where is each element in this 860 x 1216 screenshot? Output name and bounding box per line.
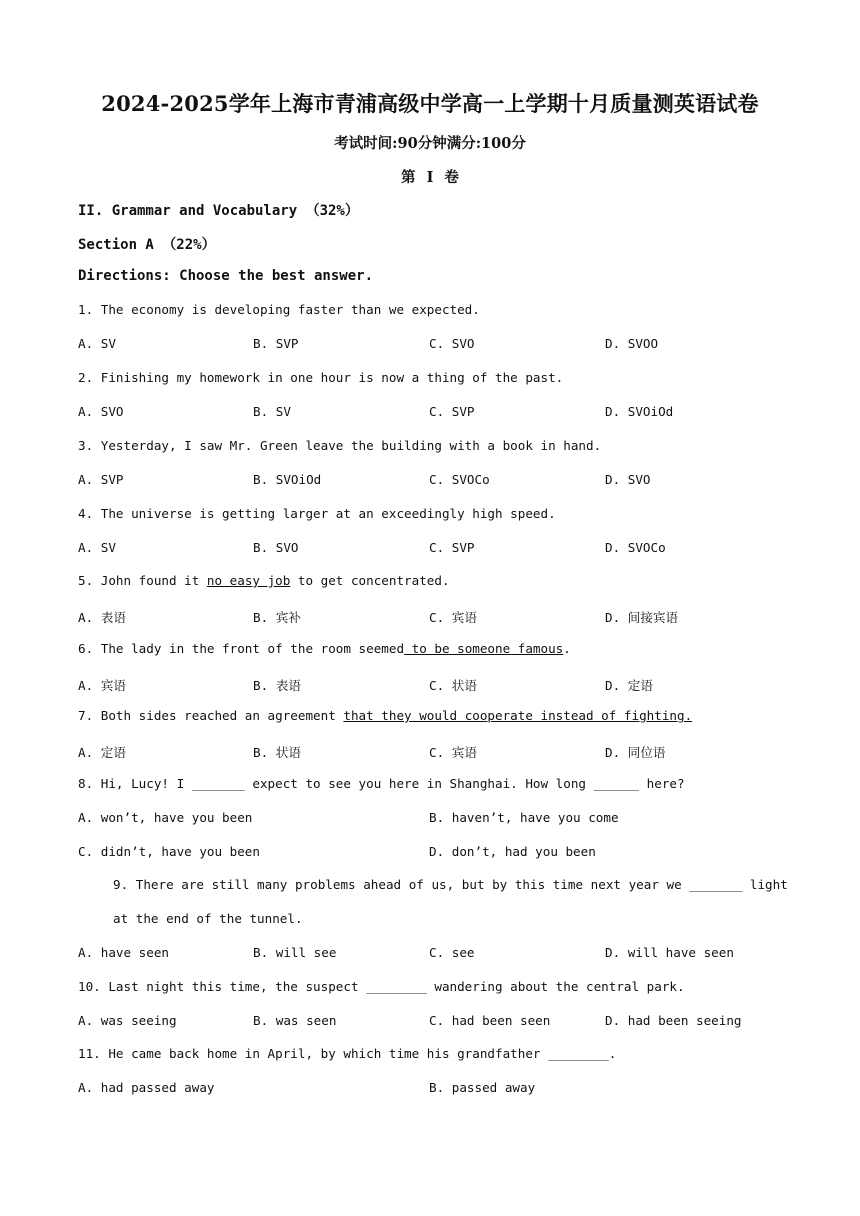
q2-option-c: C. SVP <box>429 404 475 419</box>
q5-option-c: C. 宾语 <box>429 610 477 625</box>
q1-option-a: A. SV <box>78 336 116 351</box>
q5-option-a: A. 表语 <box>78 610 126 625</box>
q6-underlined-phrase: to be someone famous <box>404 641 564 656</box>
q6-option-a: A. 宾语 <box>78 678 126 693</box>
q6-text: 6. The lady in the front of the room seemed <box>78 641 405 656</box>
q8-option-d: D. don’t, had you been <box>429 844 596 859</box>
q5-option-b: B. 宾补 <box>253 610 301 625</box>
q2-option-b: B. SV <box>253 404 291 419</box>
q3-option-d: D. SVO <box>605 472 651 487</box>
question-6 <box>78 641 571 656</box>
q2-option-d: D. SVOiOd <box>605 404 674 419</box>
q5-option-d: D. 间接宾语 <box>605 610 679 625</box>
q6-option-d: D. 定语 <box>605 678 653 693</box>
q7-option-d: D. 同位语 <box>605 745 666 760</box>
q5-text: 5. John found it <box>78 573 207 588</box>
q3-option-b: B. SVOiOd <box>253 472 322 487</box>
q9-option-b: B. will see <box>253 945 337 960</box>
subsection-heading: Section A （22%） <box>78 237 216 253</box>
q7-option-b: B. 状语 <box>253 745 301 760</box>
q9-option-d: D. will have seen <box>605 945 734 960</box>
q10-option-a: A. was seeing <box>78 1013 177 1028</box>
q4-option-b: B. SVO <box>253 540 299 555</box>
q7-option-a: A. 定语 <box>78 745 126 760</box>
exam-title: 2024-2025学年上海市青浦高级中学高一上学期十月质量测英语试卷 <box>101 91 759 116</box>
question-5 <box>78 573 450 588</box>
q6-option-c: C. 状语 <box>429 678 477 693</box>
q10-option-b: B. was seen <box>253 1013 337 1028</box>
section-heading: II. Grammar and Vocabulary （32%） <box>78 203 359 219</box>
question-7 <box>78 708 692 723</box>
q2-option-a: A. SVO <box>78 404 124 419</box>
question-3: 3. Yesterday, I saw Mr. Green leave the building with a book in hand. <box>78 438 602 453</box>
q8-option-a: A. won’t, have you been <box>78 810 253 825</box>
q10-option-d: D. had been seeing <box>605 1013 742 1028</box>
q1-option-c: C. SVO <box>429 336 475 351</box>
q6-text-end: . <box>563 641 571 656</box>
q7-text: 7. Both sides reached an agreement <box>78 708 344 723</box>
part-label: 第 I 卷 <box>401 169 459 186</box>
q6-option-b: B. 表语 <box>253 678 301 693</box>
exam-time-and-score: 考试时间:90分钟满分:100分 <box>334 135 526 152</box>
q4-option-d: D. SVOCo <box>605 540 666 555</box>
q4-option-a: A. SV <box>78 540 116 555</box>
question-1: 1. The economy is developing faster than we expected. <box>78 302 480 317</box>
q8-option-c: C. didn’t, have you been <box>78 844 260 859</box>
q9-option-a: A. have seen <box>78 945 169 960</box>
q11-option-a: A. had passed away <box>78 1080 215 1095</box>
directions: Directions: Choose the best answer. <box>78 268 374 284</box>
q7-underlined-clause: that they would cooperate instead of fighting. <box>343 708 693 723</box>
q10-option-c: C. had been seen <box>429 1013 551 1028</box>
question-2: 2. Finishing my homework in one hour is now a thing of the past. <box>78 370 564 385</box>
q9-option-c: C. see <box>429 945 475 960</box>
question-9: 9. There are still many problems ahead of us, but by this time next year we _______ light <box>113 877 788 892</box>
q1-option-d: D. SVOO <box>605 336 659 351</box>
q3-option-a: A. SVP <box>78 472 124 487</box>
q11-option-b: B. passed away <box>429 1080 536 1095</box>
q5-underlined-phrase: no easy job <box>206 573 291 588</box>
question-9-continued: at the end of the tunnel. <box>113 911 303 926</box>
question-8: 8. Hi, Lucy! I _______ expect to see you here in Shanghai. How long ______ here? <box>78 776 685 791</box>
q1-option-b: B. SVP <box>253 336 299 351</box>
q5-text-end: to get concentrated. <box>290 573 450 588</box>
question-4: 4. The universe is getting larger at an exceedingly high speed. <box>78 506 556 521</box>
q7-option-c: C. 宾语 <box>429 745 477 760</box>
question-11: 11. He came back home in April, by which time his grandfather ________. <box>78 1046 617 1061</box>
q3-option-c: C. SVOCo <box>429 472 490 487</box>
q8-option-b: B. haven’t, have you come <box>429 810 619 825</box>
q4-option-c: C. SVP <box>429 540 475 555</box>
question-10: 10. Last night this time, the suspect ________ wandering about the central park. <box>78 979 685 994</box>
